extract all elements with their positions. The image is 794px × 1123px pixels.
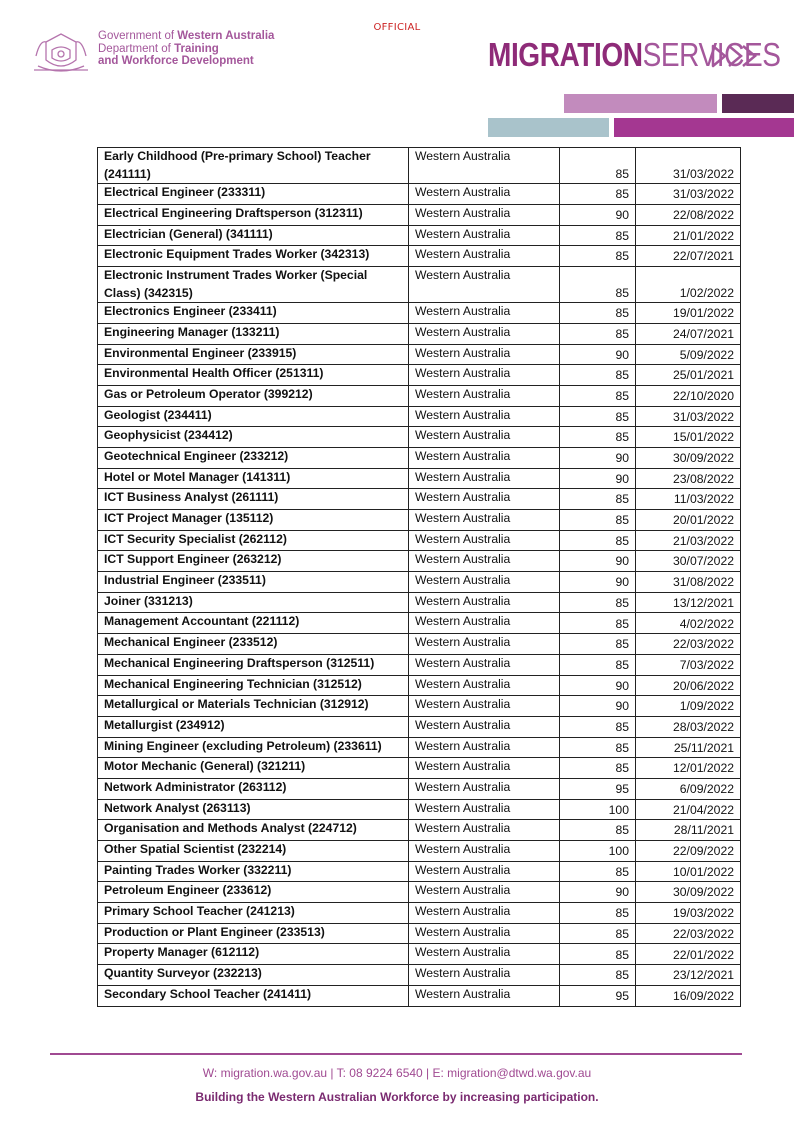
table-row: [98, 654, 741, 675]
date-cell: 31/03/2022: [636, 148, 741, 184]
table-row: [98, 303, 741, 324]
gov-line1-a: Government of: [98, 30, 178, 42]
gov-line1-b: Western Australia: [177, 30, 275, 42]
state-cell: Western Australia: [409, 489, 560, 510]
date-cell: 16/09/2022: [636, 985, 741, 1006]
occupation-cell: ICT Project Manager (135112): [98, 510, 409, 531]
classification-label: OFFICIAL: [373, 22, 421, 33]
footer-divider: [50, 1053, 742, 1055]
state-cell: Western Australia: [409, 344, 560, 365]
state-cell: Western Australia: [409, 427, 560, 448]
date-cell: 22/01/2022: [636, 944, 741, 965]
occupation-cell: Property Manager (612112): [98, 944, 409, 965]
points-cell: 85: [560, 634, 636, 655]
date-cell: 6/09/2022: [636, 778, 741, 799]
state-cell: Western Australia: [409, 716, 560, 737]
state-cell: Western Australia: [409, 758, 560, 779]
state-cell: Western Australia: [409, 841, 560, 862]
table-row: [98, 799, 741, 820]
decor-bar-light-purple: [564, 94, 717, 113]
points-cell: 85: [560, 184, 636, 205]
table-row: [98, 613, 741, 634]
date-cell: 15/01/2022: [636, 427, 741, 448]
date-cell: 10/01/2022: [636, 861, 741, 882]
state-cell: Western Australia: [409, 266, 560, 302]
date-cell: 19/03/2022: [636, 903, 741, 924]
migration-services-logo: [488, 36, 794, 74]
table-row: [98, 716, 741, 737]
state-cell: Western Australia: [409, 468, 560, 489]
table-row: [98, 696, 741, 717]
points-cell: 85: [560, 427, 636, 448]
points-cell: 85: [560, 225, 636, 246]
table-row: [98, 985, 741, 1006]
points-cell: 85: [560, 385, 636, 406]
occupation-cell: Electronic Instrument Trades Worker (Special Class) (342315): [98, 266, 409, 302]
state-cell: Western Australia: [409, 965, 560, 986]
table-row: [98, 882, 741, 903]
occupation-cell: Motor Mechanic (General) (321211): [98, 758, 409, 779]
points-cell: 85: [560, 758, 636, 779]
points-cell: 85: [560, 923, 636, 944]
table-row: [98, 923, 741, 944]
occupation-cell: ICT Security Specialist (262112): [98, 530, 409, 551]
points-cell: 90: [560, 447, 636, 468]
table-row: [98, 148, 741, 184]
date-cell: 22/03/2022: [636, 634, 741, 655]
gov-line2-a: Department of: [98, 42, 175, 55]
points-cell: 90: [560, 551, 636, 572]
date-cell: 22/07/2021: [636, 246, 741, 267]
points-cell: 90: [560, 696, 636, 717]
date-cell: 30/09/2022: [636, 447, 741, 468]
date-cell: 30/09/2022: [636, 882, 741, 903]
state-cell: Western Australia: [409, 184, 560, 205]
table-row: [98, 737, 741, 758]
table-row: [98, 427, 741, 448]
date-cell: 21/01/2022: [636, 225, 741, 246]
occupation-cell: Metallurgist (234912): [98, 716, 409, 737]
points-cell: 90: [560, 572, 636, 593]
points-cell: 85: [560, 737, 636, 758]
state-cell: Western Australia: [409, 323, 560, 344]
state-cell: Western Australia: [409, 985, 560, 1006]
date-cell: 4/02/2022: [636, 613, 741, 634]
occupation-cell: Electrical Engineering Draftsperson (312311): [98, 204, 409, 225]
state-cell: Western Australia: [409, 246, 560, 267]
points-cell: 85: [560, 654, 636, 675]
occupation-table: [97, 147, 741, 1007]
points-cell: 90: [560, 675, 636, 696]
table-row: [98, 344, 741, 365]
occupation-cell: Metallurgical or Materials Technician (312912): [98, 696, 409, 717]
table-row: [98, 489, 741, 510]
occupation-cell: Geophysicist (234412): [98, 427, 409, 448]
points-cell: 85: [560, 406, 636, 427]
points-cell: 85: [560, 861, 636, 882]
occupation-cell: Geotechnical Engineer (233212): [98, 447, 409, 468]
occupation-cell: Quantity Surveyor (232213): [98, 965, 409, 986]
points-cell: 85: [560, 489, 636, 510]
state-cell: Western Australia: [409, 204, 560, 225]
footer-contact: W: migration.wa.gov.au | T: 08 9224 6540 | E: migration@dtwd.wa.gov.au: [202, 1066, 592, 1080]
date-cell: 24/07/2021: [636, 323, 741, 344]
table-row: [98, 530, 741, 551]
date-cell: 21/03/2022: [636, 530, 741, 551]
footer-tagline: Building the Western Australian Workforce by increasing participation.: [195, 1090, 599, 1104]
chevron-arrows-icon: [710, 40, 762, 72]
table-row: [98, 468, 741, 489]
points-cell: 85: [560, 592, 636, 613]
date-cell: 28/03/2022: [636, 716, 741, 737]
points-cell: 85: [560, 323, 636, 344]
points-cell: 90: [560, 882, 636, 903]
date-cell: 20/01/2022: [636, 510, 741, 531]
date-cell: 25/01/2021: [636, 365, 741, 386]
points-cell: 85: [560, 510, 636, 531]
date-cell: 12/01/2022: [636, 758, 741, 779]
state-cell: Western Australia: [409, 675, 560, 696]
state-cell: Western Australia: [409, 530, 560, 551]
occupation-cell: Other Spatial Scientist (232214): [98, 841, 409, 862]
points-cell: 85: [560, 303, 636, 324]
date-cell: 21/04/2022: [636, 799, 741, 820]
gov-line3: and Workforce Development: [98, 55, 254, 67]
occupation-cell: Management Accountant (221112): [98, 613, 409, 634]
state-cell: Western Australia: [409, 778, 560, 799]
points-cell: 100: [560, 799, 636, 820]
occupation-cell: Painting Trades Worker (332211): [98, 861, 409, 882]
points-cell: 95: [560, 985, 636, 1006]
date-cell: 5/09/2022: [636, 344, 741, 365]
state-cell: Western Australia: [409, 696, 560, 717]
occupation-cell: Mechanical Engineering Technician (312512): [98, 675, 409, 696]
date-cell: 22/03/2022: [636, 923, 741, 944]
occupation-cell: Petroleum Engineer (233612): [98, 882, 409, 903]
points-cell: 95: [560, 778, 636, 799]
table-row: [98, 365, 741, 386]
date-cell: 11/03/2022: [636, 489, 741, 510]
table-row: [98, 944, 741, 965]
brand-part1: MIGRATION: [488, 36, 643, 73]
state-cell: Western Australia: [409, 882, 560, 903]
points-cell: 85: [560, 716, 636, 737]
date-cell: 22/08/2022: [636, 204, 741, 225]
occupation-cell: Electrical Engineer (233311): [98, 184, 409, 205]
state-cell: Western Australia: [409, 861, 560, 882]
occupation-cell: Production or Plant Engineer (233513): [98, 923, 409, 944]
table-row: [98, 965, 741, 986]
date-cell: 19/01/2022: [636, 303, 741, 324]
occupation-cell: Mining Engineer (excluding Petroleum) (233611): [98, 737, 409, 758]
state-cell: Western Australia: [409, 385, 560, 406]
points-cell: 85: [560, 365, 636, 386]
table-row: [98, 572, 741, 593]
table-row: [98, 447, 741, 468]
occupation-cell: Network Analyst (263113): [98, 799, 409, 820]
occupation-cell: Secondary School Teacher (241411): [98, 985, 409, 1006]
points-cell: 90: [560, 468, 636, 489]
points-cell: 90: [560, 344, 636, 365]
table-row: [98, 551, 741, 572]
state-cell: Western Australia: [409, 592, 560, 613]
table-row: [98, 225, 741, 246]
state-cell: Western Australia: [409, 551, 560, 572]
occupation-cell: Electronics Engineer (233411): [98, 303, 409, 324]
points-cell: 100: [560, 841, 636, 862]
state-cell: Western Australia: [409, 447, 560, 468]
occupation-cell: Mechanical Engineering Draftsperson (312511): [98, 654, 409, 675]
state-cell: Western Australia: [409, 613, 560, 634]
state-cell: Western Australia: [409, 944, 560, 965]
date-cell: 1/09/2022: [636, 696, 741, 717]
occupation-cell: Early Childhood (Pre-primary School) Teacher (241111): [98, 148, 409, 184]
state-cell: Western Australia: [409, 654, 560, 675]
state-cell: Western Australia: [409, 365, 560, 386]
date-cell: 23/08/2022: [636, 468, 741, 489]
decor-bar-dark-purple: [722, 94, 794, 113]
occupation-cell: Environmental Engineer (233915): [98, 344, 409, 365]
government-logo: [32, 30, 274, 76]
occupation-cell: Joiner (331213): [98, 592, 409, 613]
points-cell: 85: [560, 148, 636, 184]
date-cell: 1/02/2022: [636, 266, 741, 302]
table-row: [98, 246, 741, 267]
state-cell: Western Australia: [409, 225, 560, 246]
date-cell: 20/06/2022: [636, 675, 741, 696]
date-cell: 31/03/2022: [636, 406, 741, 427]
state-cell: Western Australia: [409, 406, 560, 427]
date-cell: 13/12/2021: [636, 592, 741, 613]
table-row: [98, 861, 741, 882]
occupation-cell: Mechanical Engineer (233512): [98, 634, 409, 655]
decor-bar-magenta: [614, 118, 794, 137]
state-cell: Western Australia: [409, 572, 560, 593]
table-row: [98, 184, 741, 205]
occupation-cell: Electrician (General) (341111): [98, 225, 409, 246]
table-row: [98, 406, 741, 427]
state-cell: Western Australia: [409, 903, 560, 924]
date-cell: 28/11/2021: [636, 820, 741, 841]
occupation-cell: ICT Support Engineer (263212): [98, 551, 409, 572]
state-cell: Western Australia: [409, 303, 560, 324]
date-cell: 22/10/2020: [636, 385, 741, 406]
state-cell: Western Australia: [409, 148, 560, 184]
date-cell: 31/03/2022: [636, 184, 741, 205]
table-row: [98, 592, 741, 613]
points-cell: 85: [560, 613, 636, 634]
points-cell: 90: [560, 204, 636, 225]
brand-part2: SERVICES: [642, 36, 781, 73]
table-row: [98, 820, 741, 841]
points-cell: 85: [560, 246, 636, 267]
occupation-cell: Industrial Engineer (233511): [98, 572, 409, 593]
points-cell: 85: [560, 530, 636, 551]
date-cell: 31/08/2022: [636, 572, 741, 593]
occupation-cell: Organisation and Methods Analyst (224712): [98, 820, 409, 841]
date-cell: 22/09/2022: [636, 841, 741, 862]
date-cell: 23/12/2021: [636, 965, 741, 986]
occupation-cell: Hotel or Motel Manager (141311): [98, 468, 409, 489]
table-row: [98, 266, 741, 302]
table-row: [98, 778, 741, 799]
table-row: [98, 675, 741, 696]
decor-bar-teal: [488, 118, 609, 137]
table-row: [98, 510, 741, 531]
table-row: [98, 204, 741, 225]
points-cell: 85: [560, 266, 636, 302]
gov-line2-b: Training: [174, 42, 219, 55]
state-cell: Western Australia: [409, 923, 560, 944]
occupation-cell: Gas or Petroleum Operator (399212): [98, 385, 409, 406]
table-row: [98, 323, 741, 344]
points-cell: 85: [560, 903, 636, 924]
wa-crest-icon: [32, 30, 90, 76]
occupation-cell: Engineering Manager (133211): [98, 323, 409, 344]
occupation-cell: Geologist (234411): [98, 406, 409, 427]
state-cell: Western Australia: [409, 634, 560, 655]
points-cell: 85: [560, 965, 636, 986]
date-cell: 7/03/2022: [636, 654, 741, 675]
date-cell: 30/07/2022: [636, 551, 741, 572]
state-cell: Western Australia: [409, 510, 560, 531]
points-cell: 85: [560, 820, 636, 841]
state-cell: Western Australia: [409, 737, 560, 758]
state-cell: Western Australia: [409, 799, 560, 820]
occupation-cell: ICT Business Analyst (261111): [98, 489, 409, 510]
occupation-cell: Environmental Health Officer (251311): [98, 365, 409, 386]
table-row: [98, 841, 741, 862]
occupation-cell: Electronic Equipment Trades Worker (342313): [98, 246, 409, 267]
table-row: [98, 903, 741, 924]
table-row: [98, 634, 741, 655]
occupation-cell: Network Administrator (263112): [98, 778, 409, 799]
points-cell: 85: [560, 944, 636, 965]
occupation-cell: Primary School Teacher (241213): [98, 903, 409, 924]
table-row: [98, 385, 741, 406]
state-cell: Western Australia: [409, 820, 560, 841]
table-row: [98, 758, 741, 779]
date-cell: 25/11/2021: [636, 737, 741, 758]
